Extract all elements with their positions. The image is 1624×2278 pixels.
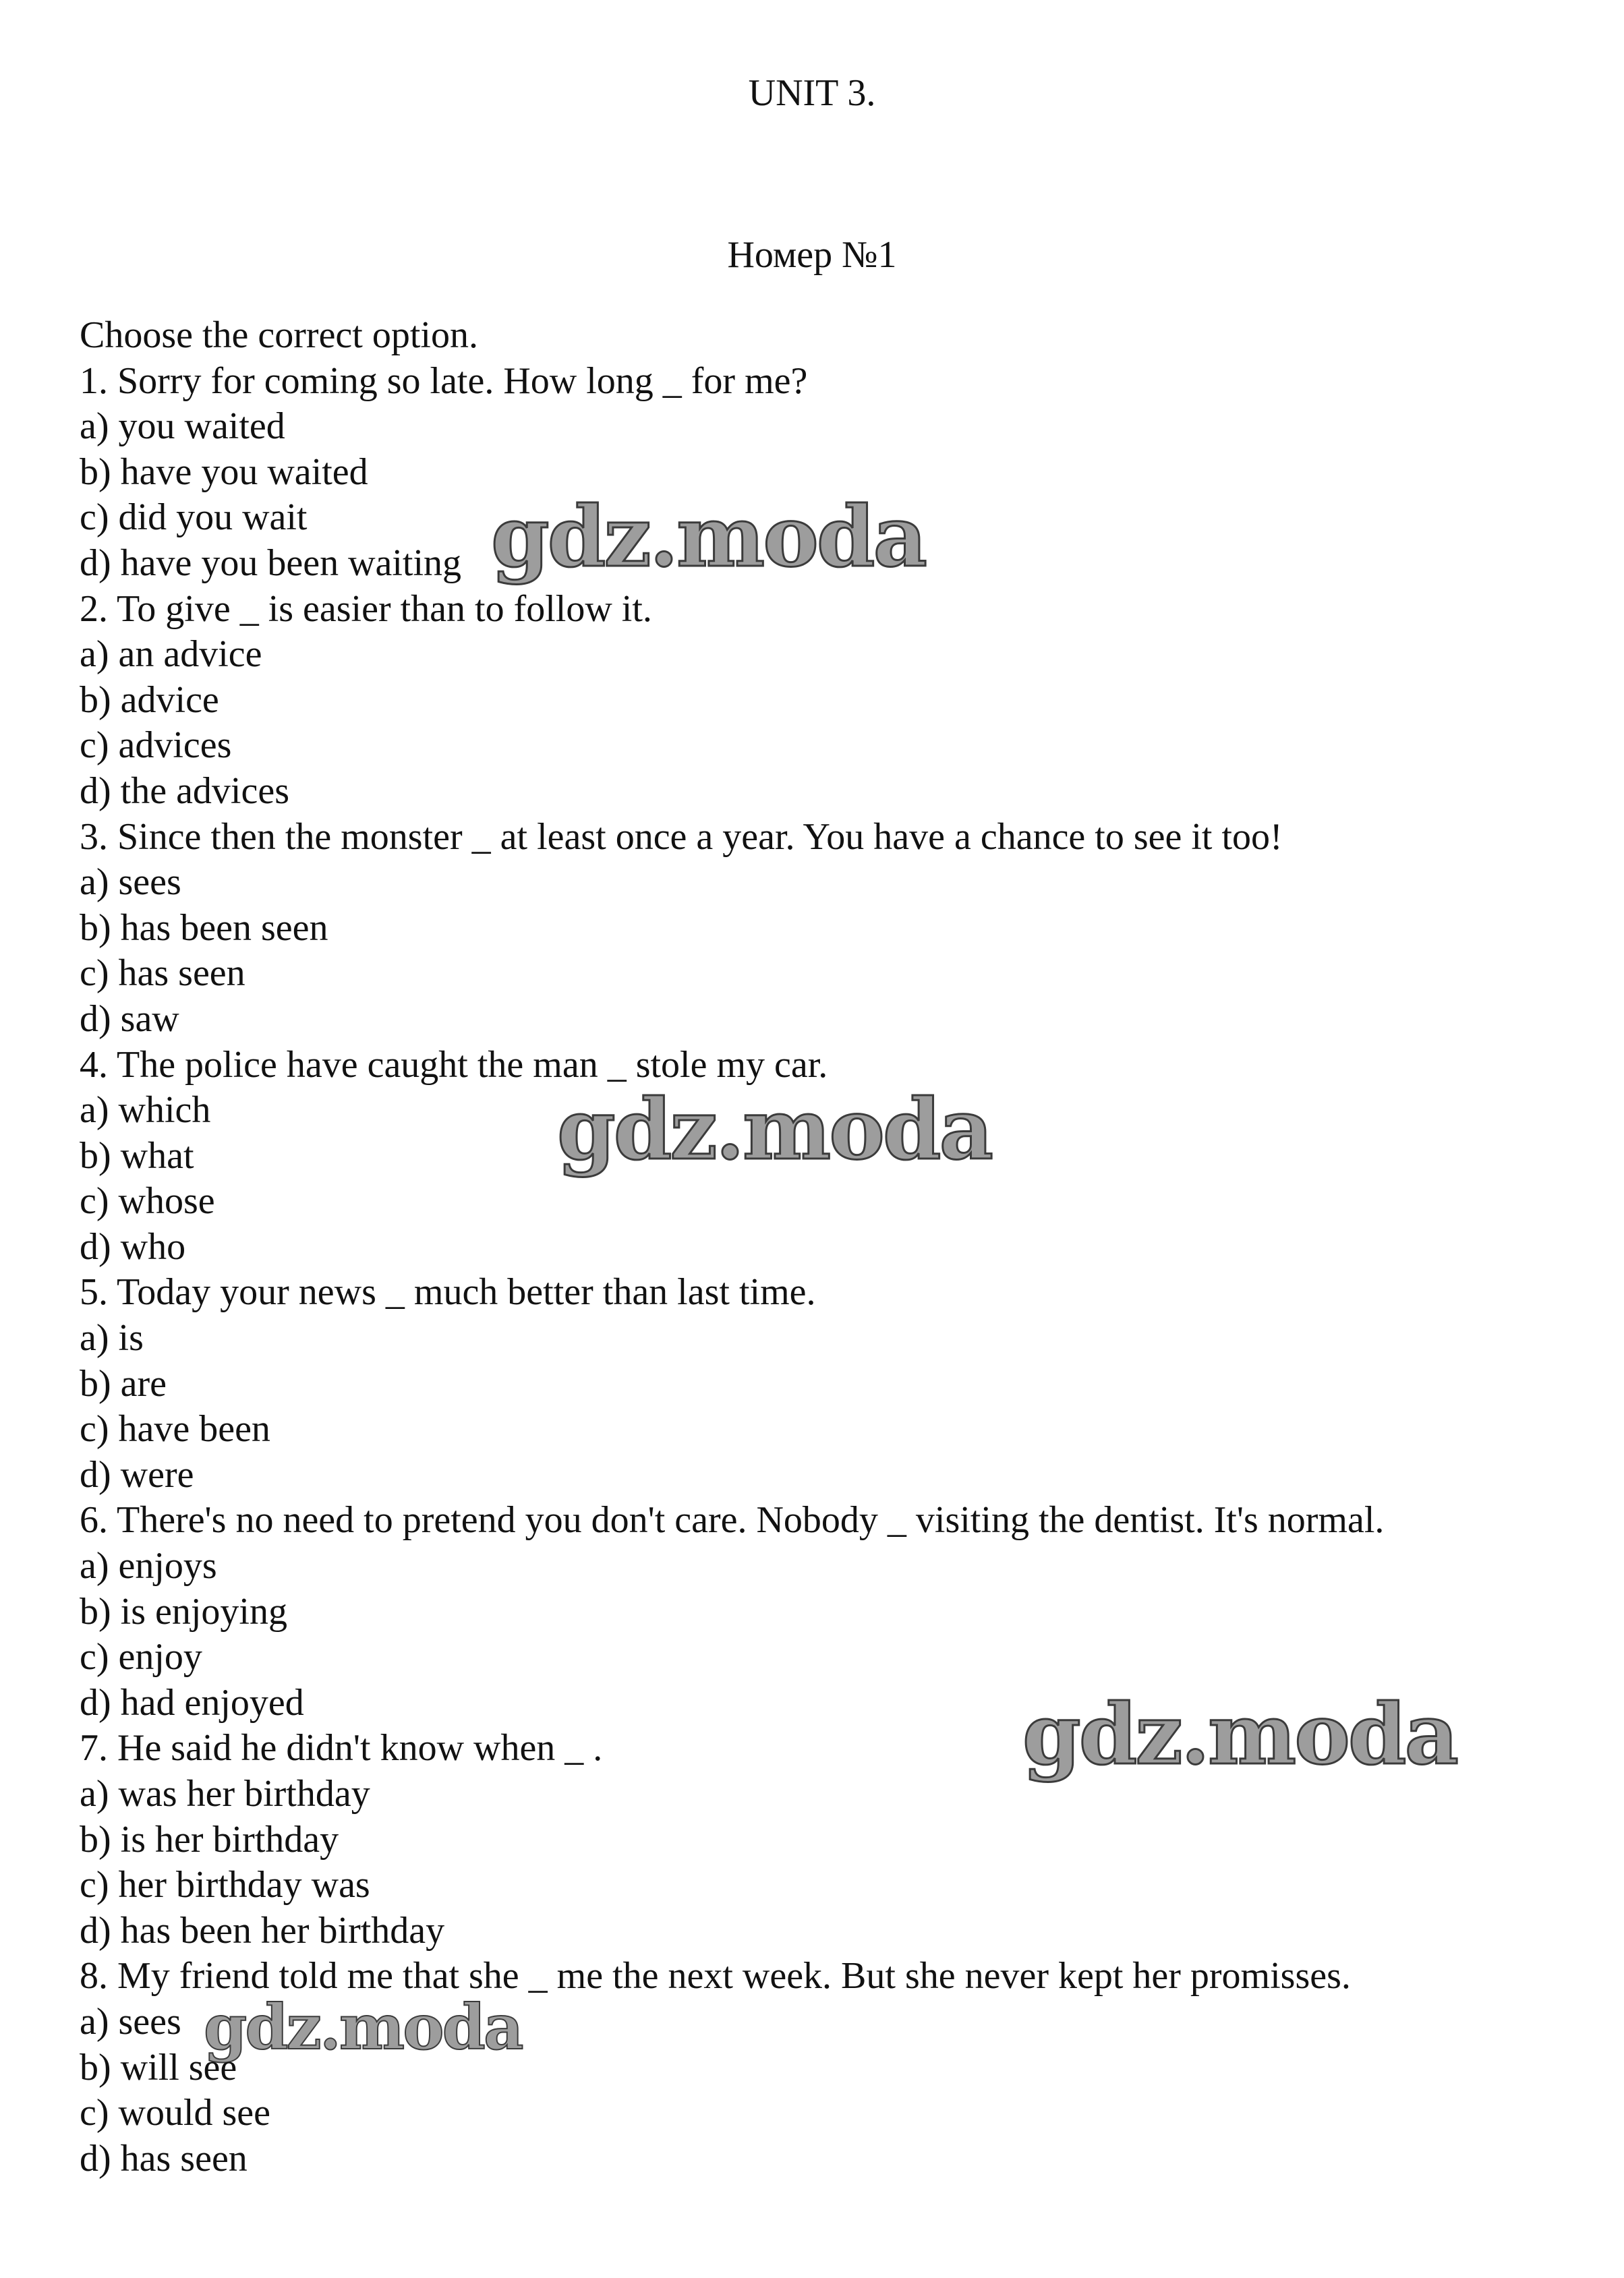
watermark-logo: gdz.moda (557, 1081, 991, 1179)
question-text: 4. The police have caught the man _ stole my car. (80, 1043, 828, 1086)
option-a: a) sees (80, 861, 181, 904)
question-text: 5. Today your news _ much better than last time. (80, 1271, 816, 1314)
option-b: b) is her birthday (80, 1818, 339, 1861)
watermark-logo: gdz.moda (204, 1991, 522, 2064)
option-a: a) an advice (80, 633, 262, 676)
option-c: c) has seen (80, 952, 245, 995)
option-a: a) which (80, 1089, 211, 1132)
option-d: d) has seen (80, 2137, 248, 2180)
option-a: a) enjoys (80, 1545, 217, 1587)
option-c: c) whose (80, 1180, 215, 1223)
option-c: c) advices (80, 724, 232, 767)
watermark-logo: gdz.moda (1022, 1686, 1457, 1784)
option-b: b) has been seen (80, 906, 328, 949)
option-d: d) had enjoyed (80, 1681, 304, 1724)
question-text: 3. Since then the monster _ at least once a year. You have a chance to see it too! (80, 815, 1283, 858)
option-c: c) did you wait (80, 496, 308, 539)
option-d: d) were (80, 1453, 194, 1496)
watermark-logo: gdz.moda (491, 488, 925, 586)
unit-title: UNIT 3. (748, 72, 876, 114)
option-c: c) have been (80, 1408, 270, 1451)
question-text: 6. There's no need to pretend you don't care. Nobody _ visiting the dentist. It's normal. (80, 1499, 1385, 1542)
option-b: b) are (80, 1362, 167, 1405)
option-c: c) enjoy (80, 1636, 202, 1678)
exercise-number-title: Номер №1 (727, 234, 897, 276)
option-b: b) is enjoying (80, 1590, 287, 1633)
option-b: b) what (80, 1134, 194, 1177)
question-text: 7. He said he didn't know when _ . (80, 1727, 603, 1770)
question-8 (80, 1954, 1563, 2182)
option-b: b) will see (80, 2046, 237, 2089)
option-b: b) have you waited (80, 450, 368, 493)
instruction-text: Choose the correct option. (80, 314, 478, 356)
question-5 (80, 1270, 1563, 1498)
option-a: a) you waited (80, 405, 285, 448)
option-a: a) sees (80, 2000, 181, 2043)
question-3 (80, 815, 1563, 1043)
question-text: 2. To give _ is easier than to follow it. (80, 587, 652, 630)
question-2 (80, 587, 1563, 815)
option-a: a) was her birthday (80, 1773, 370, 1815)
option-d: d) saw (80, 997, 179, 1040)
option-d: d) have you been waiting (80, 542, 462, 584)
option-d: d) the advices (80, 769, 289, 812)
option-c: c) would see (80, 2092, 271, 2134)
question-text: 8. My friend told me that she _ me the next week. But she never kept her promisses. (80, 1955, 1351, 1997)
option-a: a) is (80, 1317, 144, 1360)
option-d: d) who (80, 1225, 186, 1268)
exercise-body (80, 313, 1563, 2182)
option-c: c) her birthday was (80, 1864, 370, 1906)
option-b: b) advice (80, 678, 219, 721)
option-d: d) has been her birthday (80, 1909, 445, 1952)
question-text: 1. Sorry for coming so late. How long _ for me? (80, 359, 808, 402)
